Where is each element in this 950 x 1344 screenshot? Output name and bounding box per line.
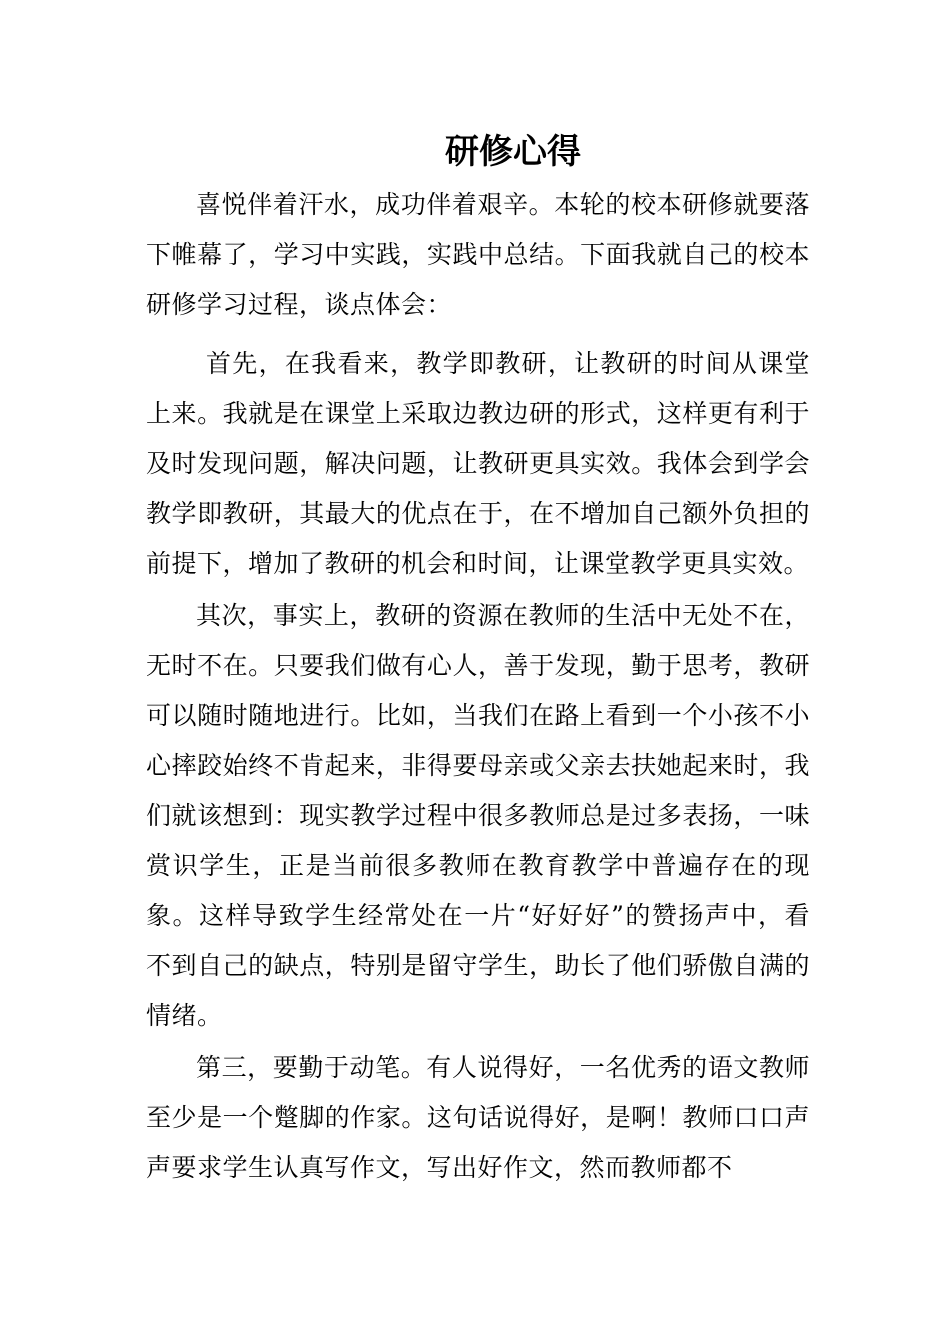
document-page: [146, 128, 810, 1193]
paragraph-intro: 喜悦伴着汗水，成功伴着艰辛。本轮的校本研修就要落下帷幕了，学习中实践，实践中总结。下面我就自己的校本研修学习过程，谈点体会：: [146, 190, 810, 319]
paragraph-first: 首先，在我看来，教学即教研，让教研的时间从课堂上来。我就是在课堂上采取边教边研的形式，这样更有利于及时发现问题，解决问题，让教研更具实效。我体会到学会教学即教研，其最大的优点在于，在不增加自己额外负担的前提下，增加了教研的机会和时间，让课堂教学更具实效。: [146, 349, 810, 578]
paragraph-third: 第三，要勤于动笔。有人说得好，一名优秀的语文教师至少是一个蹩脚的作家。这句话说得好，是啊！教师口口声声要求学生认真写作文，写出好作文，然而教师都不: [146, 1053, 810, 1182]
document-title: 研修心得: [445, 132, 581, 172]
paragraph-second: 其次，事实上，教研的资源在教师的生活中无处不在，无时不在。只要我们做有心人，善于发现，勤于思考，教研可以随时随地进行。比如，当我们在路上看到一个小孩不小心摔跤始终不肯起来，非得要母亲或父亲去扶她起来时，我们就该想到：现实教学过程中很多教师总是过多表扬，一味赏识学生，正是当前很多教师在教育教学中普遍存在的现象。这样导致学生经常处在一片“好好好”的赞扬声中，看不到自己的缺点，特别是留守学生，助长了他们骄傲自满的情绪。: [146, 601, 810, 1030]
